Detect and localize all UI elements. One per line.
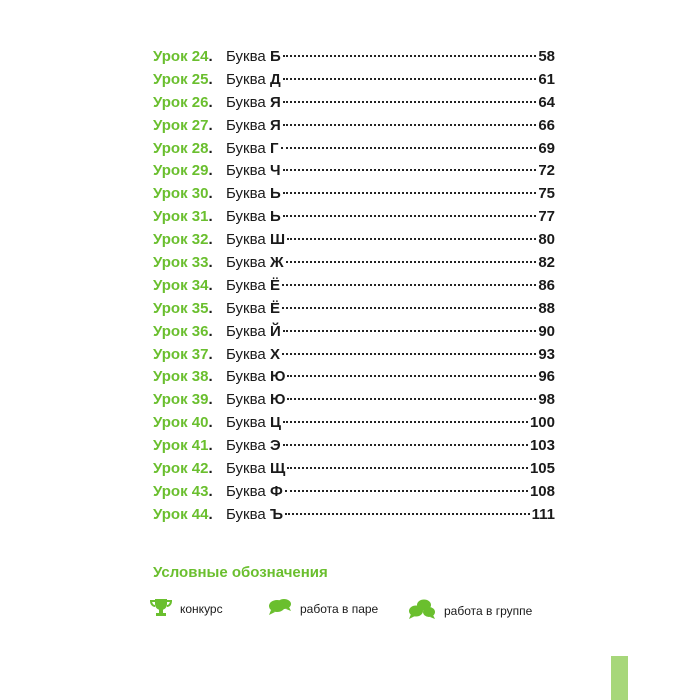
lesson-dot: . (208, 391, 213, 409)
dot-leader (283, 215, 537, 217)
lesson-dot: . (208, 437, 213, 455)
dot-leader (285, 513, 530, 515)
lesson-dot: . (208, 345, 213, 363)
lesson-dot: . (208, 93, 213, 111)
table-of-contents (153, 46, 555, 527)
page-number: 108 (529, 482, 555, 500)
letter-value: Э (270, 437, 281, 455)
legend-item-pair (268, 598, 378, 619)
lesson-label (153, 344, 226, 367)
page-number: 93 (538, 345, 555, 363)
lesson-word: Урок (153, 276, 188, 294)
lesson-dot: . (208, 139, 213, 157)
dot-leader (281, 147, 537, 149)
letter-word: Буква (226, 460, 266, 478)
dot-leader (283, 55, 537, 57)
letter-word: Буква (226, 482, 266, 500)
dot-leader (283, 444, 528, 446)
letter-value: Ф (270, 482, 283, 500)
letter-word: Буква (226, 93, 266, 111)
lesson-word: Урок (153, 162, 188, 180)
lesson-dot: . (208, 505, 213, 523)
lesson-label (153, 389, 226, 412)
lesson-word: Урок (153, 254, 188, 272)
lesson-label (153, 412, 226, 435)
lesson-word: Урок (153, 414, 188, 432)
toc-row[interactable] (153, 412, 555, 435)
lesson-label (153, 138, 226, 161)
page-number: 80 (538, 231, 555, 249)
letter-value: Б (270, 48, 281, 65)
toc-row[interactable] (153, 206, 555, 229)
lesson-word: Урок (153, 48, 188, 65)
legend-title: Условные обозначения (153, 564, 328, 581)
legend-label: работа в группе (444, 603, 533, 618)
toc-row[interactable] (153, 481, 555, 504)
letter-value: Д (270, 70, 281, 88)
lesson-word: Урок (153, 460, 188, 478)
toc-row[interactable] (153, 458, 555, 481)
lesson-number: 36 (191, 322, 209, 340)
dot-leader (285, 490, 528, 492)
dot-leader (283, 101, 537, 103)
letter-value: Ю (270, 391, 286, 409)
lesson-word: Урок (153, 116, 188, 134)
letter-value: Ш (270, 231, 286, 249)
letter-value: Ж (270, 254, 284, 272)
letter-value: Ё (270, 276, 281, 294)
toc-row[interactable] (153, 229, 555, 252)
page-number: 88 (538, 299, 555, 317)
letter-value: Ь (270, 185, 281, 203)
lesson-word: Урок (153, 368, 188, 386)
lesson-number: 37 (191, 345, 209, 363)
lesson-label (153, 275, 226, 298)
lesson-word: Урок (153, 70, 188, 88)
lesson-number: 43 (191, 482, 209, 500)
page-number: 72 (538, 162, 555, 180)
dot-leader (287, 467, 528, 469)
lesson-dot: . (208, 254, 213, 272)
dot-leader (286, 261, 537, 263)
page-number: 69 (538, 139, 555, 157)
letter-word: Буква (226, 505, 266, 523)
lesson-number: 40 (191, 414, 209, 432)
legend-item-contest (150, 598, 223, 619)
lesson-number: 41 (191, 437, 209, 455)
toc-row[interactable] (153, 366, 555, 389)
toc-row[interactable] (153, 344, 555, 367)
lesson-dot: . (208, 368, 213, 386)
lesson-word: Урок (153, 299, 188, 317)
lesson-dot: . (208, 460, 213, 478)
lesson-dot: . (208, 208, 213, 226)
lesson-number: 38 (191, 368, 209, 386)
toc-row[interactable] (153, 252, 555, 275)
dot-leader (283, 124, 537, 126)
lesson-label (153, 160, 226, 183)
lesson-dot: . (208, 322, 213, 340)
lesson-label (153, 206, 226, 229)
letter-value: Й (270, 322, 281, 340)
page-number: 58 (538, 48, 555, 65)
page-number: 75 (538, 185, 555, 203)
legend-label: работа в паре (300, 601, 379, 616)
lesson-dot: . (208, 276, 213, 294)
toc-row[interactable] (153, 321, 555, 344)
page-number: 86 (538, 276, 555, 294)
letter-value: Щ (270, 460, 286, 478)
lesson-number: 24 (191, 48, 209, 65)
letter-value: Ь (270, 208, 281, 226)
letter-word: Буква (226, 139, 266, 157)
lesson-number: 29 (191, 162, 209, 180)
lesson-label (153, 229, 226, 252)
lesson-dot: . (208, 482, 213, 500)
page-number: 105 (529, 460, 555, 478)
legend-label: конкурс (180, 601, 223, 616)
page-number: 96 (538, 368, 555, 386)
toc-row[interactable] (153, 46, 555, 69)
lesson-label (153, 252, 226, 275)
lesson-label (153, 115, 226, 138)
lesson-number: 30 (191, 185, 209, 203)
lesson-number: 33 (191, 254, 209, 272)
legend-item-group (408, 598, 532, 623)
lesson-dot: . (208, 414, 213, 432)
toc-row[interactable] (153, 275, 555, 298)
lesson-word: Урок (153, 345, 188, 363)
toc-row[interactable] (153, 183, 555, 206)
letter-value: Ч (270, 162, 281, 180)
lesson-word: Урок (153, 139, 188, 157)
letter-value: Х (270, 345, 281, 363)
page-number: 98 (538, 391, 555, 409)
lesson-label (153, 298, 226, 321)
letter-word: Буква (226, 116, 266, 134)
page-number: 103 (529, 437, 555, 455)
dot-leader (283, 169, 537, 171)
lesson-label (153, 435, 226, 458)
page-number: 66 (538, 116, 555, 134)
lesson-dot: . (208, 70, 213, 88)
lesson-word: Урок (153, 322, 188, 340)
lesson-number: 31 (191, 208, 209, 226)
letter-word: Буква (226, 185, 266, 203)
lesson-number: 32 (191, 231, 209, 249)
letter-word: Буква (226, 70, 266, 88)
lesson-label (153, 366, 226, 389)
letter-value: Я (270, 116, 281, 134)
letter-value: Я (270, 93, 281, 111)
lesson-number: 27 (191, 116, 209, 134)
lesson-number: 44 (191, 505, 209, 523)
letter-word: Буква (226, 231, 266, 249)
dot-leader (287, 375, 536, 377)
dot-leader (283, 330, 537, 332)
toc-row[interactable] (153, 92, 555, 115)
lesson-number: 26 (191, 93, 209, 111)
letter-word: Буква (226, 208, 266, 226)
page-number: 61 (538, 70, 555, 88)
letter-word: Буква (226, 48, 266, 65)
lesson-word: Урок (153, 208, 188, 226)
letter-value: Ю (270, 368, 286, 386)
lesson-dot: . (208, 185, 213, 203)
lesson-dot: . (208, 162, 213, 180)
lesson-number: 25 (191, 70, 209, 88)
letter-value: Ё (270, 299, 281, 317)
page-number: 90 (538, 322, 555, 340)
lesson-dot: . (208, 231, 213, 249)
letter-word: Буква (226, 254, 266, 272)
trophy-icon (150, 598, 180, 619)
lesson-dot: . (208, 48, 213, 65)
lesson-number: 39 (191, 391, 209, 409)
dot-leader (282, 353, 536, 355)
page-number: 82 (538, 254, 555, 272)
page-number: 64 (538, 93, 555, 111)
letter-word: Буква (226, 414, 266, 432)
lesson-label (153, 46, 226, 69)
dot-leader (283, 421, 528, 423)
lesson-word: Урок (153, 231, 188, 249)
pair-chat-icon (268, 598, 300, 619)
group-chat-icon (408, 598, 444, 623)
toc-row[interactable] (153, 389, 555, 412)
toc-row[interactable] (153, 298, 555, 321)
lesson-label (153, 69, 226, 92)
letter-value: Г (270, 139, 279, 157)
toc-row[interactable] (153, 160, 555, 183)
dot-leader (283, 192, 537, 194)
letter-word: Буква (226, 162, 266, 180)
lesson-label (153, 92, 226, 115)
letter-value: Ъ (270, 505, 284, 523)
lesson-dot: . (208, 116, 213, 134)
lesson-label (153, 481, 226, 504)
letter-word: Буква (226, 322, 266, 340)
page-edge-marker (611, 656, 628, 700)
lesson-number: 42 (191, 460, 209, 478)
letter-word: Буква (226, 299, 266, 317)
page-number: 77 (538, 208, 555, 226)
lesson-label (153, 321, 226, 344)
lesson-word: Урок (153, 185, 188, 203)
dot-leader (287, 238, 536, 240)
lesson-number: 28 (191, 139, 209, 157)
lesson-word: Урок (153, 482, 188, 500)
page-number: 100 (529, 414, 555, 432)
toc-row[interactable] (153, 138, 555, 161)
toc-row[interactable] (153, 69, 555, 92)
letter-word: Буква (226, 437, 266, 455)
lesson-label (153, 504, 226, 527)
letter-word: Буква (226, 345, 266, 363)
lesson-label (153, 458, 226, 481)
dot-leader (282, 307, 536, 309)
lesson-word: Урок (153, 505, 188, 523)
letter-word: Буква (226, 368, 266, 386)
dot-leader (283, 78, 537, 80)
toc-row[interactable] (153, 435, 555, 458)
page-number: 111 (531, 505, 555, 523)
dot-leader (282, 284, 536, 286)
letter-value: Ц (270, 414, 281, 432)
lesson-number: 34 (191, 276, 209, 294)
lesson-word: Урок (153, 93, 188, 111)
lesson-word: Урок (153, 391, 188, 409)
lesson-word: Урок (153, 437, 188, 455)
letter-word: Буква (226, 276, 266, 294)
lesson-label (153, 183, 226, 206)
toc-row[interactable] (153, 115, 555, 138)
lesson-dot: . (208, 299, 213, 317)
letter-word: Буква (226, 391, 266, 409)
toc-row[interactable] (153, 504, 555, 527)
lesson-number: 35 (191, 299, 209, 317)
dot-leader (287, 398, 536, 400)
